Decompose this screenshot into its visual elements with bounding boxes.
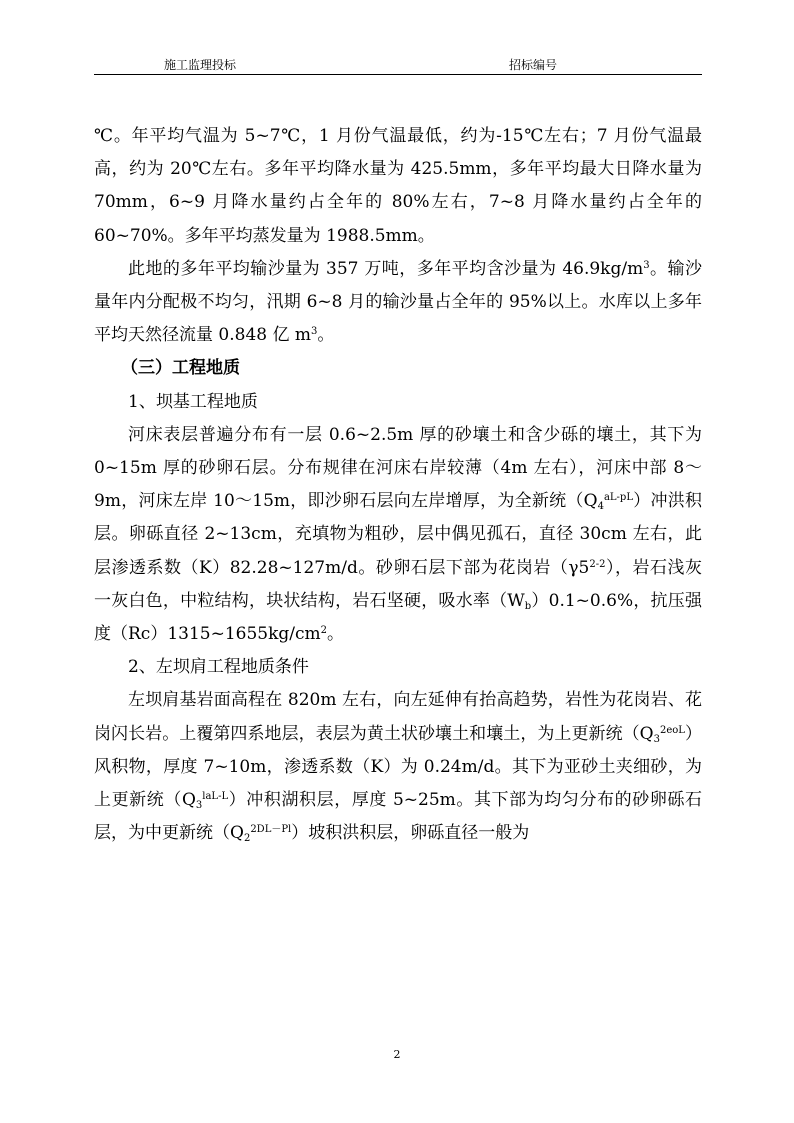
superscript: 2-2 xyxy=(589,558,606,570)
header-left-label: 施工监理投标 xyxy=(164,58,237,72)
superscript: 2 xyxy=(320,625,328,637)
text-run: ）0.1~0.6%，抗压强度（Rc）1315~1655kg/cm xyxy=(94,590,703,645)
text-run: 。 xyxy=(317,325,335,346)
superscript: 2eoL xyxy=(660,724,685,736)
page-header xyxy=(94,52,702,75)
header-right-label: 招标编号 xyxy=(509,58,558,72)
superscript: 3 xyxy=(643,259,650,271)
subscript: 2 xyxy=(243,833,251,845)
subscript: 4 xyxy=(597,501,604,513)
text-run: ），岩石浅灰一灰白色，中粒结构，块状结构，岩石坚硬，吸水率（W xyxy=(94,557,703,611)
document-body xyxy=(94,120,702,850)
text-run: ）冲洪积层。卵砾直径 2~13cm，充填物为粗砂，层中偶见孤石，直径 30cm 左右，此层渗透系数（K）82.28~127m/d。砂卵石层下部为花岗岩（γ5 xyxy=(94,491,702,578)
text-run: 。输沙量年内分配极不均匀，汛期 6~8 月的输沙量占全年的 95%以上。水库以上多年平均天然径流量 0.848 亿 m xyxy=(94,258,702,346)
subsection-heading-left-abutment: 2、左坝肩工程地质条件 xyxy=(128,657,309,678)
section-heading: （三）工程地质 xyxy=(121,358,240,379)
paragraph-sediment xyxy=(94,253,702,353)
subscript: 3 xyxy=(653,733,660,745)
text-run: 此地的多年平均输沙量为 357 万吨，多年平均含沙量为 46.9kg/m xyxy=(128,258,644,279)
text-run: ）风积物，厚度 7~10m，渗透系数（K）为 0.24m/d。其下为亚砂土夹细砂，为上更新统（Q xyxy=(94,723,703,811)
text-run: 。 xyxy=(327,624,345,645)
superscript: 3 xyxy=(311,326,318,338)
superscript: 2DL－Pl xyxy=(250,824,292,836)
text-run: ）坡积洪积层，卵砾直径一般为 xyxy=(291,823,530,844)
text-run: ）冲积湖积层，厚度 5~25m。其下部为均匀分布的砂卵砾石层，为中更新统（Q xyxy=(94,790,703,844)
text-run: 河床表层普遍分布有一层 0.6~2.5m 厚的砂壤土和含少砾的壤土，其下为 0~15m 厚的砂卵石层。分布规律在河床右岸较薄（4m 左右），河床中部 8～9m，河床左岸 10～15m，即沙卵石层向左岸增厚，为全新统（Q xyxy=(94,424,702,512)
paragraph-climate: ℃。年平均气温为 5~7℃，1 月份气温最低，约为-15℃左右；7 月份气温最高，约为 20℃左右。多年平均降水量为 425.5mm，多年平均最大日降水量为 70mm，6~9 月降水量约占全年的 80%左右，7~8 月降水量约占全年的 60~70%。多年平均蒸发量为 1988.5mm。 xyxy=(94,126,702,246)
subsection-heading-dam-foundation: 1、坝基工程地质 xyxy=(128,391,258,412)
page-number: 2 xyxy=(393,1048,401,1061)
subscript: 3 xyxy=(195,800,203,812)
text-run: 左坝肩基岩面高程在 820m 左右，向左延伸有抬高趋势，岩性为花岗岩、花岗闪长岩。上覆第四系地层，表层为黄土状砂壤土和壤土，为上更新统（Q xyxy=(94,690,702,744)
paragraph-left-abutment xyxy=(94,684,702,850)
superscript: aL-pL xyxy=(603,492,633,504)
subscript: b xyxy=(524,600,532,612)
superscript: laL-L xyxy=(202,791,229,803)
paragraph-dam-foundation xyxy=(94,419,702,651)
